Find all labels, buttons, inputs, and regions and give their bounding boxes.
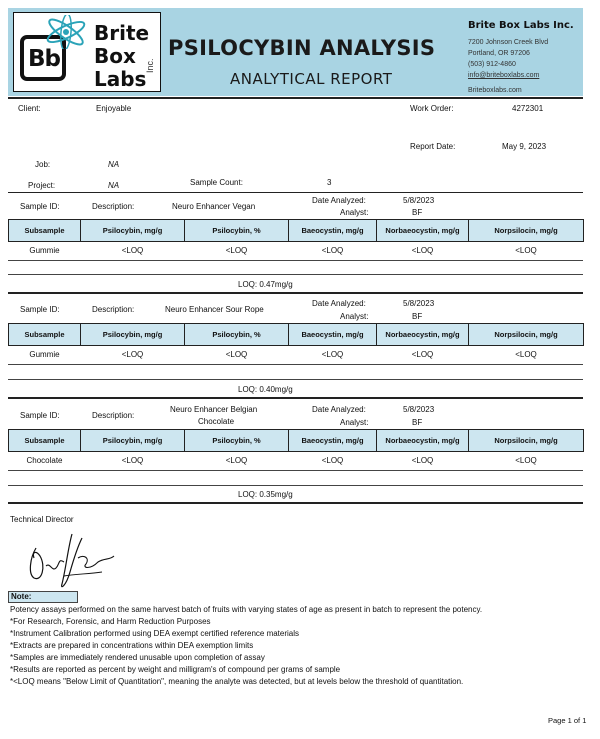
info-divider — [8, 192, 583, 193]
cell-subsample: Gummie — [29, 350, 60, 360]
analyst-value: BF — [412, 208, 423, 217]
work-order-value: 4272301 — [512, 104, 544, 113]
report-header — [8, 8, 583, 96]
company-website: Briteboxlabs.com — [468, 87, 522, 94]
project-value: NA — [108, 181, 120, 190]
results-table — [8, 323, 584, 364]
company-email-link[interactable]: info@briteboxlabs.com — [468, 72, 540, 79]
table-row — [9, 242, 584, 260]
row-divider — [8, 470, 583, 471]
logo-letters: Bb — [28, 46, 60, 72]
cell-value: <LOQ — [515, 246, 537, 256]
column-header: Baeocystin, mg/g — [289, 220, 377, 242]
signature-image — [24, 528, 124, 592]
section-divider — [8, 397, 583, 399]
cell-value: <LOQ — [515, 456, 537, 466]
job-value: NA — [108, 160, 120, 169]
column-header: Subsample — [9, 430, 81, 452]
section-divider — [8, 502, 583, 504]
analyst-label: Analyst: — [340, 312, 369, 321]
client-value: Enjoyable — [96, 104, 132, 113]
table-header-row — [9, 324, 584, 346]
analyst-value: BF — [412, 418, 423, 427]
brand-inc: Inc. — [145, 58, 155, 73]
cell-value: <LOQ — [321, 456, 344, 466]
sample-id-label: Sample ID: — [20, 202, 60, 211]
column-header: Psilocybin, % — [185, 430, 289, 452]
work-order-label: Work Order: — [410, 104, 454, 113]
cell-value: <LOQ — [411, 350, 434, 360]
column-header: Norpsilocin, mg/g — [469, 220, 584, 242]
note-line: *Extracts are prepared in concentrations within DEA exemption limits — [10, 641, 254, 650]
header-divider — [8, 97, 583, 99]
column-header: Norbaeocystin, mg/g — [377, 430, 469, 452]
sample-description: Neuro Enhancer Sour Rope — [165, 305, 264, 314]
brand-labs: Labs — [94, 67, 147, 91]
date-analyzed-label: Date Analyzed: — [312, 196, 366, 205]
column-header: Baeocystin, mg/g — [289, 324, 377, 346]
table-row — [9, 452, 584, 470]
report-date-label: Report Date: — [410, 142, 456, 151]
cell-value: <LOQ — [321, 350, 344, 360]
technical-director-label: Technical Director — [10, 515, 74, 524]
results-table — [8, 219, 584, 260]
analyst-label: Analyst: — [340, 418, 369, 427]
loq-value: LOQ: 0.35mg/g — [238, 490, 293, 499]
job-label: Job: — [35, 160, 51, 169]
cell-value: <LOQ — [411, 246, 434, 256]
column-header: Norbaeocystin, mg/g — [377, 324, 469, 346]
column-header: Subsample — [9, 220, 81, 242]
date-analyzed-label: Date Analyzed: — [312, 405, 366, 414]
section-divider — [8, 292, 583, 294]
cell-value: <LOQ — [225, 350, 248, 360]
report-title: PSILOCYBIN ANALYSIS — [168, 36, 436, 60]
row-divider — [8, 379, 583, 380]
sample-description: Neuro Enhancer Belgian — [170, 405, 258, 414]
column-header: Norpsilocin, mg/g — [469, 324, 584, 346]
cell-value: <LOQ — [121, 246, 144, 256]
company-address-line1: 7200 Johnson Creek Blvd — [468, 39, 549, 46]
row-divider — [8, 485, 583, 486]
sample-id-label: Sample ID: — [20, 305, 60, 314]
column-header: Psilocybin, mg/g — [81, 324, 185, 346]
note-line: *<LOQ means "Below Limit of Quantitation", meaning the analyte was detected, but at levels below the threshold of quantitation. — [10, 677, 464, 686]
description-label: Description: — [92, 202, 135, 211]
cell-value: <LOQ — [225, 456, 248, 466]
column-header: Psilocybin, mg/g — [81, 220, 185, 242]
date-analyzed-value: 5/8/2023 — [403, 405, 435, 414]
column-header: Norbaeocystin, mg/g — [377, 220, 469, 242]
cell-value: <LOQ — [321, 246, 344, 256]
cell-value: <LOQ — [121, 456, 144, 466]
company-contact — [468, 20, 583, 96]
table-header-row — [9, 430, 584, 452]
date-analyzed-value: 5/8/2023 — [403, 196, 435, 205]
column-header: Norpsilocin, mg/g — [469, 430, 584, 452]
note-label: Note: — [8, 591, 78, 603]
company-address-line2: Portland, OR 97206 — [468, 50, 530, 57]
company-name: Brite Box Labs Inc. — [468, 20, 574, 31]
note-line: Potency assays performed on the same harvest batch of fruits with varying states of age as present in batch to represent the potency. — [10, 605, 483, 614]
description-label: Description: — [92, 305, 135, 314]
brand-box: Box — [94, 44, 136, 68]
sample-count-value: 3 — [327, 178, 332, 187]
page-number: Page 1 of 1 — [548, 716, 587, 725]
sample-description-line2: Chocolate — [198, 417, 235, 426]
row-divider — [8, 364, 583, 365]
row-divider — [8, 260, 583, 261]
company-logo — [13, 12, 161, 92]
table-row — [9, 346, 584, 364]
column-header: Psilocybin, % — [185, 220, 289, 242]
date-analyzed-value: 5/8/2023 — [403, 299, 435, 308]
loq-value: LOQ: 0.47mg/g — [238, 280, 293, 289]
column-header: Psilocybin, mg/g — [81, 430, 185, 452]
note-line: *Samples are immediately rendered unusable upon completion of assay — [10, 653, 265, 662]
note-line: *Instrument Calibration performed using DEA exempt certified reference materials — [10, 629, 300, 638]
cell-value: <LOQ — [225, 246, 248, 256]
client-label: Client: — [18, 104, 41, 113]
company-phone: (503) 912-4860 — [468, 61, 516, 68]
results-table — [8, 429, 584, 470]
cell-subsample: Chocolate — [26, 456, 63, 466]
table-header-row — [9, 220, 584, 242]
cell-subsample: Gummie — [29, 246, 60, 256]
cell-value: <LOQ — [515, 350, 537, 360]
report-subtitle: ANALYTICAL REPORT — [230, 70, 393, 88]
brand-brite: Brite — [94, 21, 150, 45]
date-analyzed-label: Date Analyzed: — [312, 299, 366, 308]
column-header: Psilocybin, % — [185, 324, 289, 346]
sample-count-label: Sample Count: — [190, 178, 243, 187]
analyst-label: Analyst: — [340, 208, 369, 217]
column-header: Baeocystin, mg/g — [289, 430, 377, 452]
sample-description: Neuro Enhancer Vegan — [172, 202, 256, 211]
report-date-value: May 9, 2023 — [502, 142, 547, 151]
cell-value: <LOQ — [411, 456, 434, 466]
row-divider — [8, 274, 583, 275]
atom-icon — [42, 15, 90, 49]
cell-value: <LOQ — [121, 350, 144, 360]
analyst-value: BF — [412, 312, 423, 321]
description-label: Description: — [92, 411, 135, 420]
note-line: *Results are reported as percent by weight and milligram's of compound per grams of sample — [10, 665, 341, 674]
column-header: Subsample — [9, 324, 81, 346]
note-line: *For Research, Forensic, and Harm Reduction Purposes — [10, 617, 211, 626]
project-label: Project: — [28, 181, 56, 190]
loq-value: LOQ: 0.40mg/g — [238, 385, 293, 394]
sample-id-label: Sample ID: — [20, 411, 60, 420]
